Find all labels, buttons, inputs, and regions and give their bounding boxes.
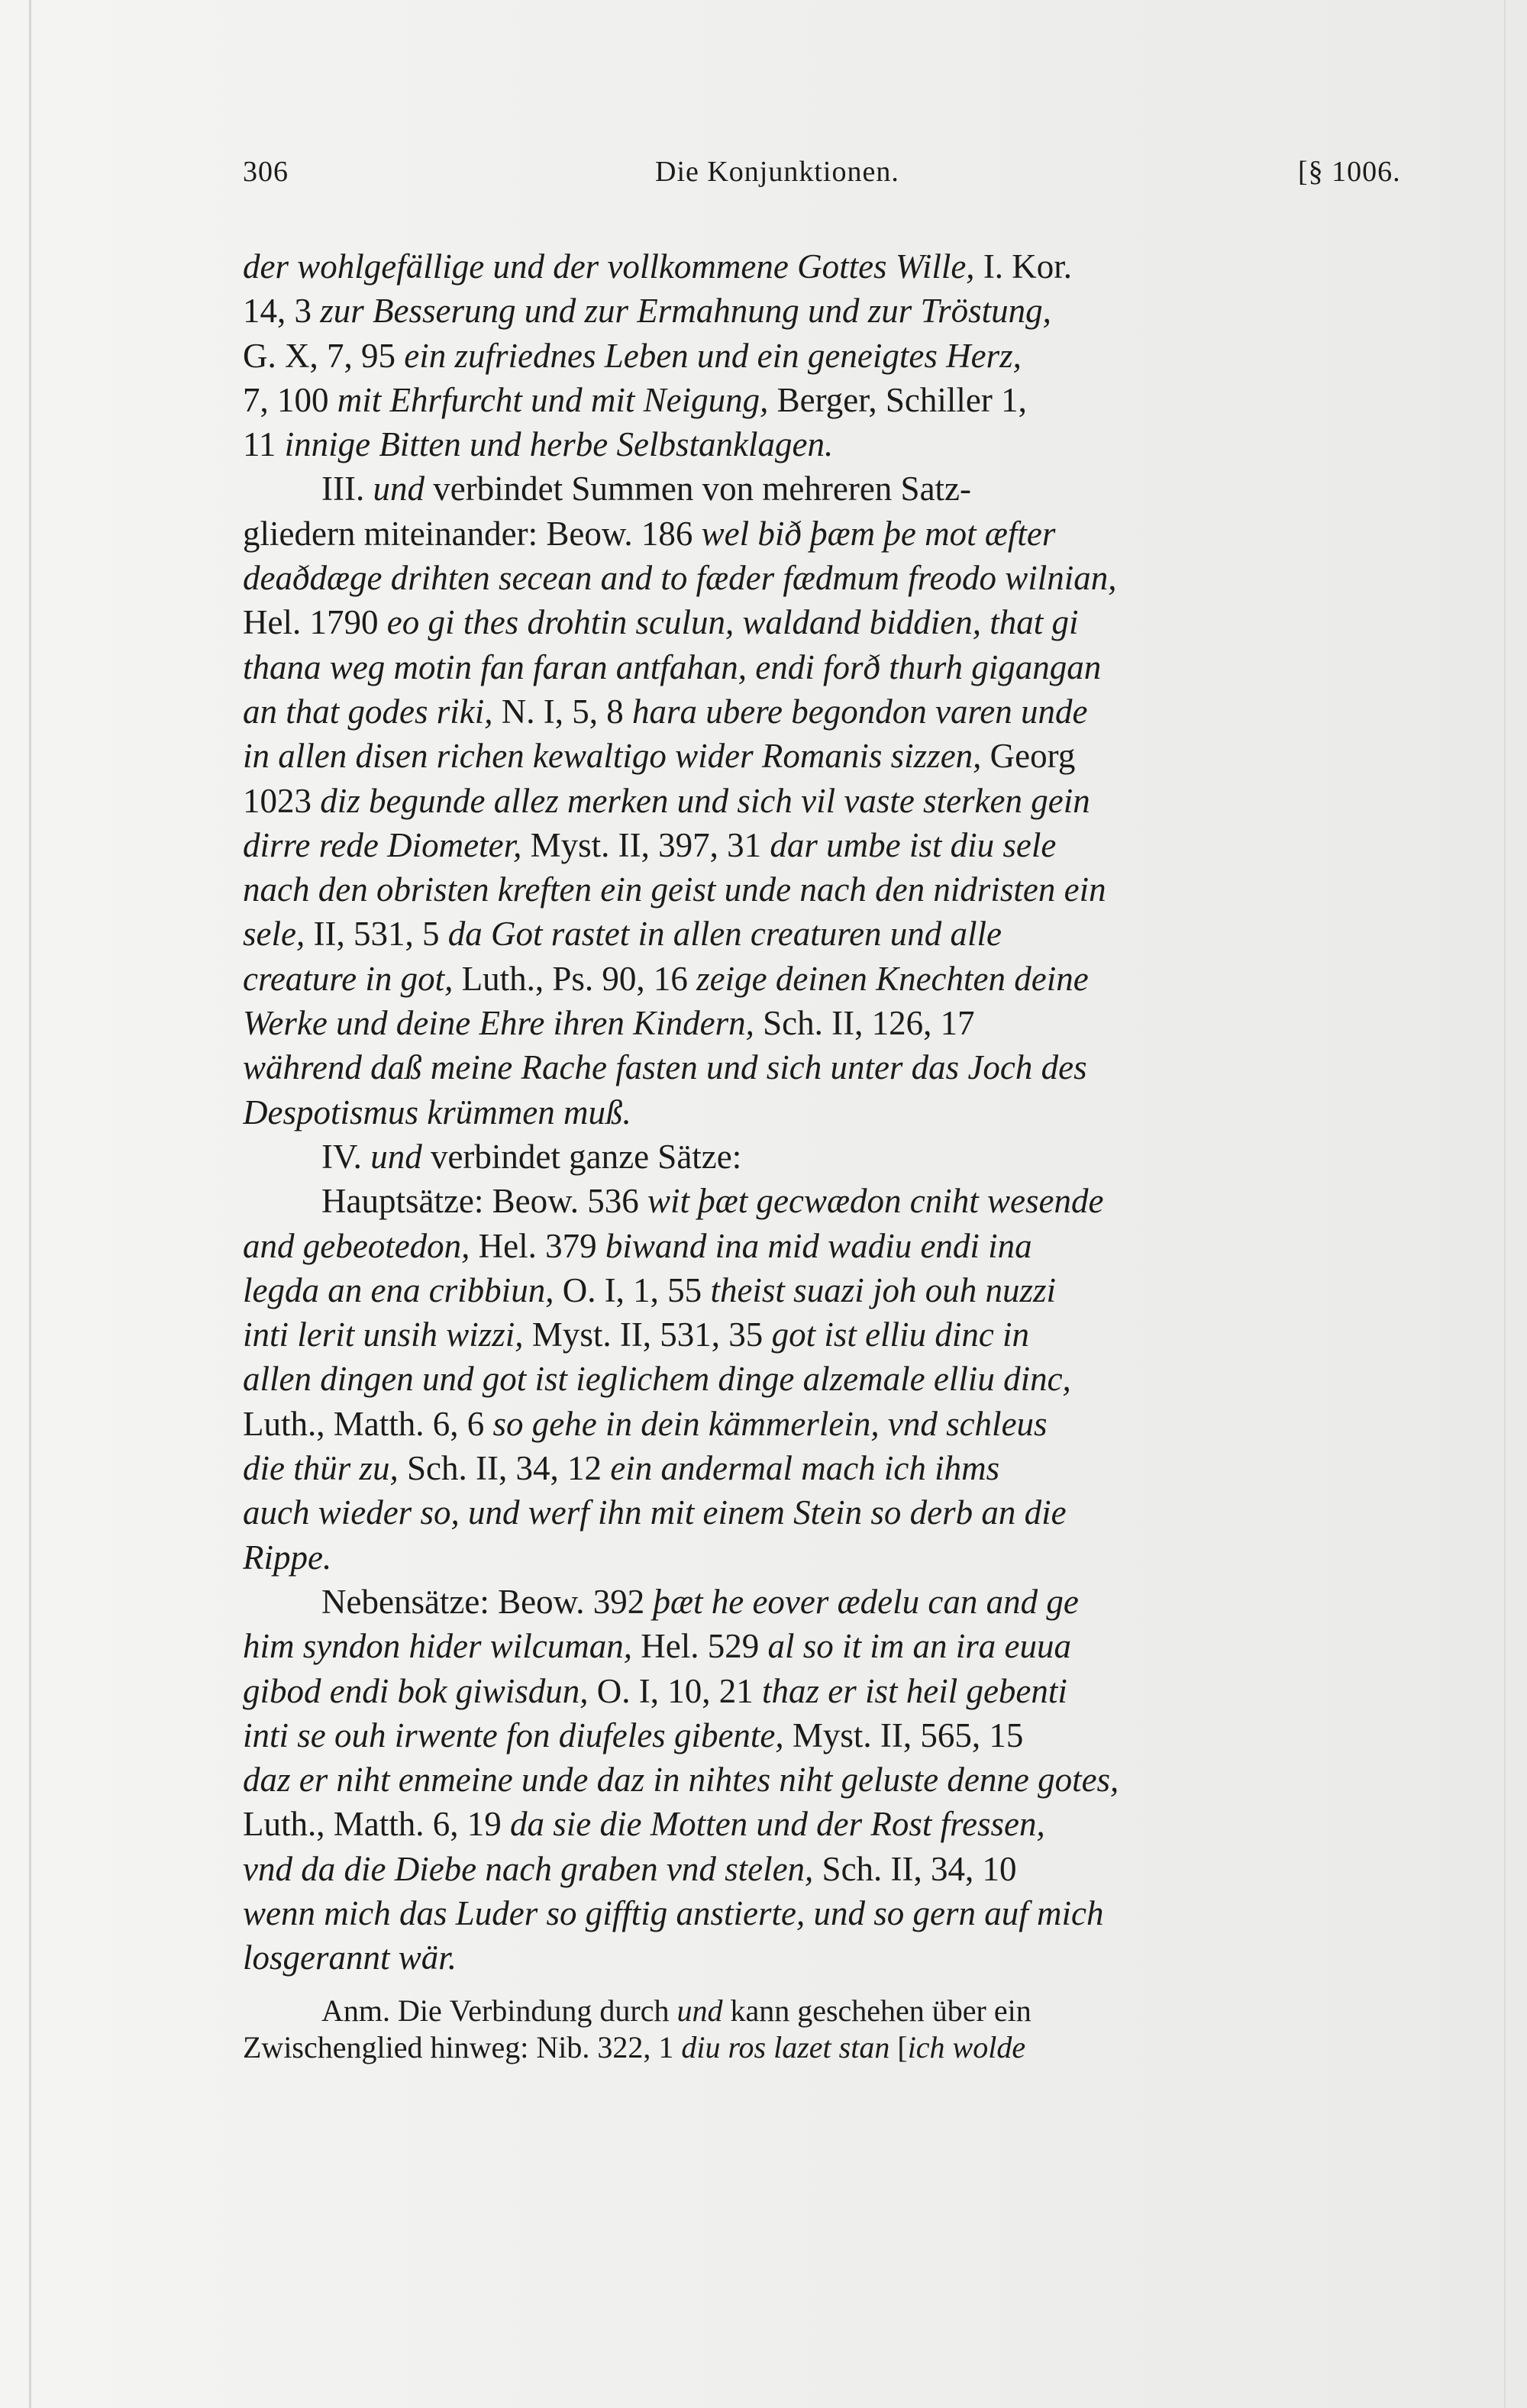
text-line: [243, 957, 1390, 1001]
text-line: [243, 422, 1390, 466]
text-line: [243, 1713, 1390, 1758]
text-run: II, 531, 5: [305, 915, 448, 954]
text-run: Berger, Schiller 1,: [768, 380, 1027, 419]
text-run: wel bið þæm þe mot æfter: [701, 514, 1056, 553]
text-run: Anm. Die Verbindung durch: [321, 1993, 677, 2028]
text-run: 1023: [243, 781, 321, 820]
text-run: III.: [321, 470, 373, 508]
text-run: da Got rastet in allen creaturen und alle: [447, 915, 1002, 954]
text-run: [: [889, 2029, 908, 2064]
text-line: [243, 244, 1390, 289]
text-run: verbindet Summen von mehreren Satz-: [424, 470, 972, 508]
text-run: Rippe.: [243, 1538, 332, 1577]
text-line: [243, 1624, 1390, 1668]
note-line: [243, 1993, 1390, 2029]
text-run: auch wieder so, und werf ihn mit einem Stein so derb an die: [243, 1493, 1067, 1532]
text-run: Georg: [981, 737, 1076, 776]
text-line: [243, 1179, 1390, 1223]
text-run: O. I, 10, 21: [588, 1671, 762, 1710]
text-run: deaðdæge drihten secean and to fæder fædmum freodo wilnian,: [243, 559, 1117, 598]
text-line: [243, 1312, 1390, 1357]
text-run: Luth., Ps. 90, 16: [453, 959, 697, 998]
text-run: zeige deinen Knechten deine: [696, 959, 1089, 998]
text-run: losgerannt wär.: [243, 1938, 457, 1977]
running-title: Die Konjunktionen.: [655, 156, 899, 188]
text-line: [243, 1891, 1390, 1935]
text-run: 14, 3: [243, 292, 321, 331]
text-line: [243, 466, 1390, 511]
text-run: Luth., Matth. 6, 19: [243, 1805, 510, 1844]
text-line: [243, 734, 1390, 778]
text-run: N. I, 5, 8: [492, 692, 632, 731]
text-run: G. X, 7, 95: [243, 336, 405, 375]
text-line: [243, 1001, 1390, 1045]
text-line: [243, 378, 1390, 422]
body-text: [243, 244, 1390, 2066]
text-run: biwand ina mid wadiu endi ina: [605, 1226, 1032, 1265]
text-line: [243, 645, 1390, 689]
text-run: die thür zu,: [243, 1449, 399, 1488]
text-run: ich wolde: [907, 2029, 1026, 2064]
text-line: [243, 1802, 1390, 1846]
text-line: [243, 1268, 1390, 1312]
text-line: [243, 823, 1390, 867]
text-run: ein zufriednes Leben und ein geneigtes Herz,: [404, 336, 1022, 375]
text-run: inti lerit unsih wizzi,: [243, 1315, 524, 1354]
text-line: [243, 1490, 1390, 1535]
text-line: [243, 1669, 1390, 1713]
text-run: him syndon hider wilcuman,: [243, 1627, 632, 1666]
text-run: hara ubere begondon varen unde: [631, 692, 1088, 731]
text-run: eo gi thes drohtin sculun, waldand biddien, that gi: [386, 603, 1079, 642]
text-run: and gebeotedon,: [243, 1226, 470, 1265]
text-run: Hel. 529: [631, 1627, 768, 1666]
text-run: 7, 100: [243, 380, 337, 419]
text-run: sele,: [243, 915, 305, 954]
text-run: gibod endi bok giwisdun,: [243, 1671, 589, 1710]
page-number: 306: [243, 156, 289, 188]
page-edge-shadow: [29, 0, 31, 2408]
text-run: got ist elliu dinc in: [771, 1315, 1030, 1354]
text-run: O. I, 1, 55: [554, 1270, 711, 1309]
page-edge-shadow: [1504, 0, 1506, 2408]
text-run: wit þæt gecwædon cniht wesende: [647, 1182, 1104, 1221]
text-run: in allen disen richen kewaltigo wider Romanis sizzen,: [243, 737, 982, 776]
text-line: [243, 867, 1390, 912]
text-run: Sch. II, 34, 12: [398, 1449, 611, 1488]
text-line: [243, 1090, 1390, 1135]
text-run: Despotismus krümmen muß.: [243, 1093, 631, 1131]
text-run: I. Kor.: [974, 247, 1073, 286]
text-line: [243, 1224, 1390, 1268]
text-run: der wohlgefällige und der vollkommene Gottes Wille,: [243, 247, 975, 286]
text-run: gliedern miteinander: Beow. 186: [243, 514, 702, 553]
text-run: Nebensätze: Beow. 392: [321, 1582, 654, 1621]
text-line: [243, 1847, 1390, 1891]
text-run: wenn mich das Luder so gifftig anstierte, und so gern auf mich: [243, 1893, 1104, 1932]
text-line: [243, 689, 1390, 734]
text-run: mit Ehrfurcht und mit Neigung,: [337, 380, 769, 419]
text-run: allen dingen und got ist ieglichem dinge alzemale elliu dinc,: [243, 1360, 1071, 1399]
text-run: und: [373, 470, 425, 508]
text-run: Hel. 1790: [243, 603, 387, 642]
text-run: während daß meine Rache fasten und sich unter das Joch des: [243, 1048, 1087, 1087]
text-run: Myst. II, 531, 35: [523, 1315, 772, 1354]
text-line: [243, 1580, 1390, 1624]
paragraph-gap: [243, 1980, 1390, 1993]
text-line: [243, 1357, 1390, 1401]
text-run: vnd da die Diebe nach graben vnd stelen,: [243, 1849, 814, 1888]
text-line: [243, 1935, 1390, 1980]
text-run: þæt he eover ædelu can and ge: [653, 1582, 1079, 1621]
text-run: so gehe in dein kämmerlein, vnd schleus: [492, 1404, 1048, 1443]
text-run: daz er niht enmeine unde daz in nihtes niht geluste denne gotes,: [243, 1761, 1119, 1800]
text-run: creature in got,: [243, 959, 454, 998]
text-run: al so it im an ira euua: [767, 1627, 1071, 1666]
text-line: [243, 512, 1390, 556]
text-run: dirre rede Diometer,: [243, 825, 522, 864]
text-run: nach den obristen kreften ein geist unde nach den nidristen ein: [243, 870, 1106, 909]
section-reference: [§ 1006.: [1298, 156, 1401, 188]
text-run: Myst. II, 565, 15: [783, 1716, 1024, 1754]
text-run: Zwischenglied hinweg: Nib. 322, 1: [243, 2029, 682, 2064]
text-run: thana weg motin fan faran antfahan, endi forð thurh gigangan: [243, 647, 1102, 686]
text-run: kann geschehen über ein: [722, 1993, 1031, 2028]
text-run: verbindet ganze Sätze:: [421, 1137, 742, 1176]
text-line: [243, 334, 1390, 378]
text-run: thaz er ist heil gebenti: [761, 1671, 1067, 1710]
text-run: Hauptsätze: Beow. 536: [321, 1182, 647, 1221]
note-line: [243, 2029, 1390, 2066]
text-line: [243, 1045, 1390, 1089]
text-line: [243, 289, 1390, 333]
text-run: und: [676, 1993, 723, 2028]
text-line: [243, 779, 1390, 823]
text-run: Sch. II, 126, 17: [754, 1004, 975, 1043]
text-line: [243, 1402, 1390, 1446]
text-line: [243, 912, 1390, 956]
text-line: [243, 1535, 1390, 1580]
text-line: [243, 1135, 1390, 1179]
text-run: dar umbe ist diu sele: [770, 825, 1057, 864]
text-run: Hel. 379: [470, 1226, 605, 1265]
text-run: zur Besserung und zur Ermahnung und zur Tröstung,: [320, 292, 1051, 331]
text-run: IV.: [321, 1137, 371, 1176]
text-line: [243, 1758, 1390, 1802]
text-run: Werke und deine Ehre ihren Kindern,: [243, 1004, 754, 1043]
text-run: 11: [243, 425, 285, 464]
text-line: [243, 1446, 1390, 1490]
text-line: [243, 556, 1390, 600]
text-run: Luth., Matth. 6, 6: [243, 1404, 493, 1443]
text-run: inti se ouh irwente fon diufeles gibente,: [243, 1716, 784, 1754]
text-run: diz begunde allez merken und sich vil vaste sterken gein: [320, 781, 1090, 820]
text-run: Sch. II, 34, 10: [813, 1849, 1017, 1888]
text-run: diu ros lazet stan: [681, 2029, 890, 2064]
text-run: legda an ena cribbiun,: [243, 1270, 554, 1309]
text-run: da sie die Motten und der Rost fressen,: [509, 1805, 1045, 1844]
text-run: und: [370, 1137, 422, 1176]
text-run: Myst. II, 397, 31: [521, 825, 770, 864]
text-run: an that godes riki,: [243, 692, 493, 731]
text-run: innige Bitten und herbe Selbstanklagen.: [284, 425, 834, 464]
text-run: theist suazi joh ouh nuzzi: [710, 1270, 1056, 1309]
text-line: [243, 600, 1390, 644]
text-run: ein andermal mach ich ihms: [610, 1449, 1000, 1488]
